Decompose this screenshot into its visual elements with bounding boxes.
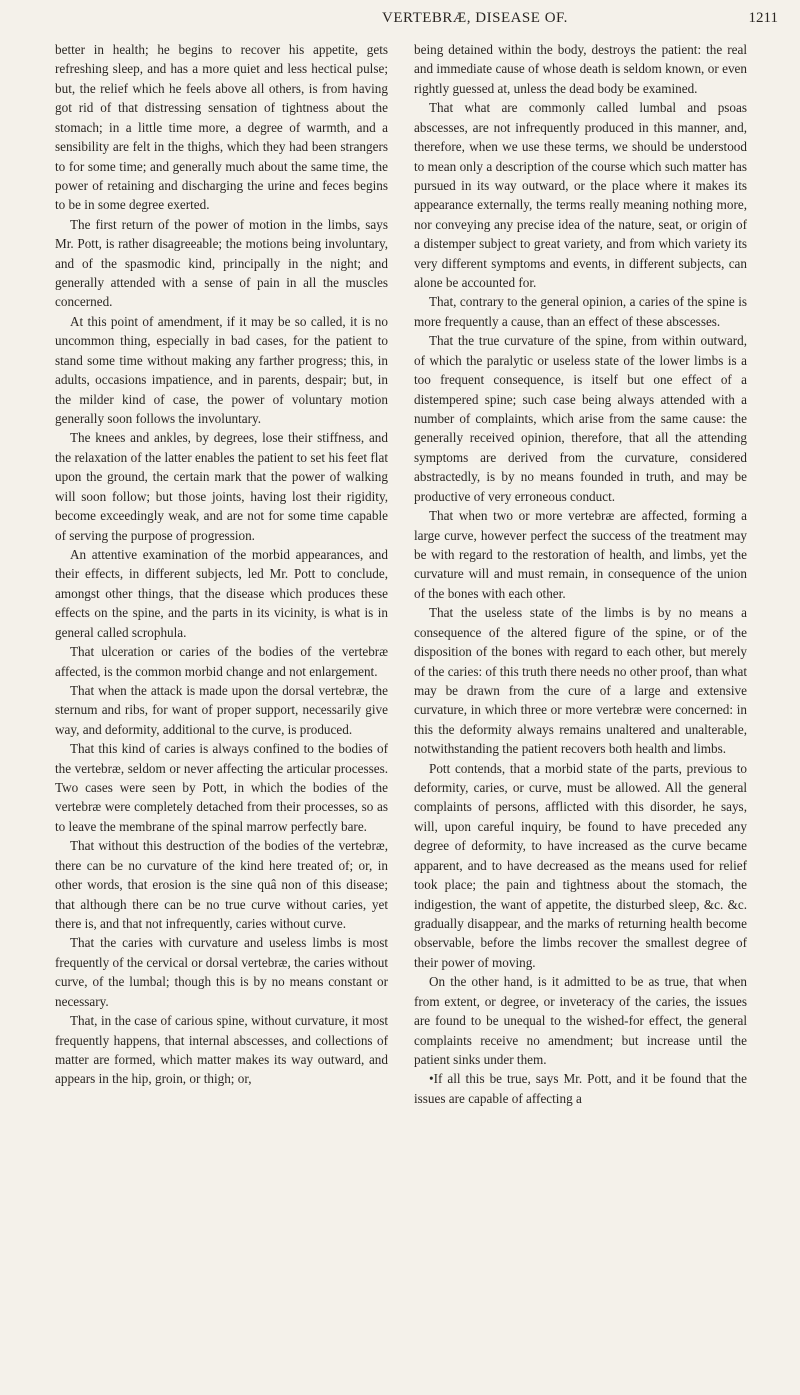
paragraph: That, in the case of carious spine, without curvature, it most frequently happens, that internal abscesses, and collections of matter are formed, which matter makes its way outward, and appears in the hip, groin, or thigh; or,: [55, 1013, 388, 1087]
paragraph: That, contrary to the general opinion, a caries of the spine is more frequently a cause, than an effect of these abscesses.: [414, 294, 747, 329]
paragraph: The first return of the power of motion in the limbs, says Mr. Pott, is rather disagreeable; the motions being involuntary, and of the spasmodic kind, principally in the night; and generally attended with a sense of pain in all the muscles concerned.: [55, 216, 388, 310]
paragraph: better in health; he begins to recover his appetite, gets refreshing sleep, and has a more quiet and less hectical pulse; but, the relief which he feels above all others, is from having got rid of that distressing sensation of tightness about the stomach; in a little time more, a degree of warmth, and a sensibility are felt in the thighs, which they had been strangers to for some time; and generally much about the same time, the power of retaining and discharging the urine and feces begins to be in some degree exerted.: [55, 42, 388, 213]
paragraph: That what are commonly called lumbal and psoas abscesses, are not infrequently produced in this manner, and, therefore, when we use these terms, we should be understood to mean only a description of the course which such matter has pursued in its way outward, or the place where it makes its appearance externally, the terms really meaning nothing more, nor conveying any precise idea of the nature, seat, or origin of a distemper subject to great variety, and from which variety its very different symptoms and events, in different subjects, can alone be accounted for.: [414, 100, 747, 291]
paragraph: That when the attack is made upon the dorsal vertebræ, the sternum and ribs, for want of proper support, necessarily give way, and deformity, additional to the curve, is produced.: [55, 682, 388, 737]
right-column: [414, 40, 747, 1108]
paragraph: That the true curvature of the spine, from within outward, of which the paralytic or useless state of the lower limbs is a too frequent consequence, is itself but one effect of a distempered spine; such case being always attended with a number of complaints, which arise from the same cause: the generally received opinion, therefore, that all the attending symptoms are derived from the curvature, considered abstractedly, is by no means founded in truth, and may be productive of very erroneous conduct.: [414, 333, 747, 504]
paragraph: That the useless state of the limbs is by no means a consequence of the altered figure of the spine, or of the disposition of the bones with regard to each other, but merely of the caries: of this truth there needs no other proof, than what may be drawn from the cure of a large and extensive curvature, in which three or more vertebræ were concerned: in this the deformity always remains unaltered and unalterable, notwithstanding the patient recovers both health and limbs.: [414, 605, 747, 757]
page-header: [0, 10, 800, 32]
paragraph: That the caries with curvature and useless limbs is most frequently of the cervical or dorsal vertebræ, the caries without curve, of the lumbal; though this is by no means constant or necessary.: [55, 935, 388, 1009]
running-head: VERTEBRÆ, DISEASE OF.: [382, 10, 568, 26]
paragraph: An attentive examination of the morbid appearances, and their effects, in different subjects, led Mr. Pott to conclude, amongst other things, that the disease which produces these effects on the spine, and the parts in its vicinity, is what is in general called scrophula.: [55, 546, 388, 640]
paragraph: That this kind of caries is always confined to the bodies of the vertebræ, seldom or never affecting the articular processes. Two cases were seen by Pott, in which the bodies of the vertebræ were completely detached from their processes, so as to leave the membrane of the spinal marrow perfectly bare.: [55, 741, 388, 834]
paragraph: At this point of amendment, if it may be so called, it is no uncommon thing, especially in bad cases, for the patient to stand some time without making any farther progress; this, in adults, occasions impatience, and in parents, despair; but, in the milder kind of case, the power of voluntary motion generally soon follows the involuntary.: [55, 313, 388, 427]
paragraph: On the other hand, is it admitted to be as true, that when from extent, or degree, or inveteracy of the caries, the issues are found to be unequal to the wished-for effect, the general complaints receive no amendment; but increase until the patient sinks under them.: [414, 974, 747, 1067]
paragraph: That without this destruction of the bodies of the vertebræ, there can be no curvature of the kind here treated of; or, in other words, that erosion is the sine quâ non of this disease; that although there can be no true curve without caries, yet there is, and that not infrequently, caries without curve.: [55, 838, 388, 931]
page-number: 1211: [748, 10, 778, 26]
paragraph: being detained within the body, destroys the patient: the real and immediate cause of whose death is seldom known, or even rightly guessed at, unless the dead body be examined.: [414, 42, 747, 96]
paragraph: That ulceration or caries of the bodies of the vertebræ affected, is the common morbid change and not enlargement.: [55, 644, 388, 679]
paragraph: Pott contends, that a morbid state of the parts, previous to deformity, caries, or curve, must be allowed. All the general complaints of persons, afflicted with this disorder, he says, will, upon careful inquiry, be found to have preceded any degree of deformity, to have increased as the curve became apparent, and to have decreased as the means used for relief took place; the pain and tightness about the stomach, the indigestion, the want of appetite, the disturbed sleep, &c. &c. gradually disappear, and the marks of returning health become observable, before the limbs recover the smallest degree of their power of moving.: [414, 760, 747, 970]
paragraph: That when two or more vertebræ are affected, forming a large curve, however perfect the success of the treatment may be with regard to the restoration of health, and limbs, yet the curvature will and must remain, in consequence of the union of the bones with each other.: [414, 508, 747, 601]
paragraph: The knees and ankles, by degrees, lose their stiffness, and the relaxation of the latter enables the patient to set his feet flat upon the ground, the certain mark that the power of walking will soon follow; but those joints, having lost their rigidity, become exceedingly weak, and are not for some time capable of serving the purpose of progression.: [55, 430, 388, 543]
left-column: [55, 40, 388, 1089]
paragraph: •If all this be true, says Mr. Pott, and it be found that the issues are capable of affecting a: [414, 1071, 747, 1106]
